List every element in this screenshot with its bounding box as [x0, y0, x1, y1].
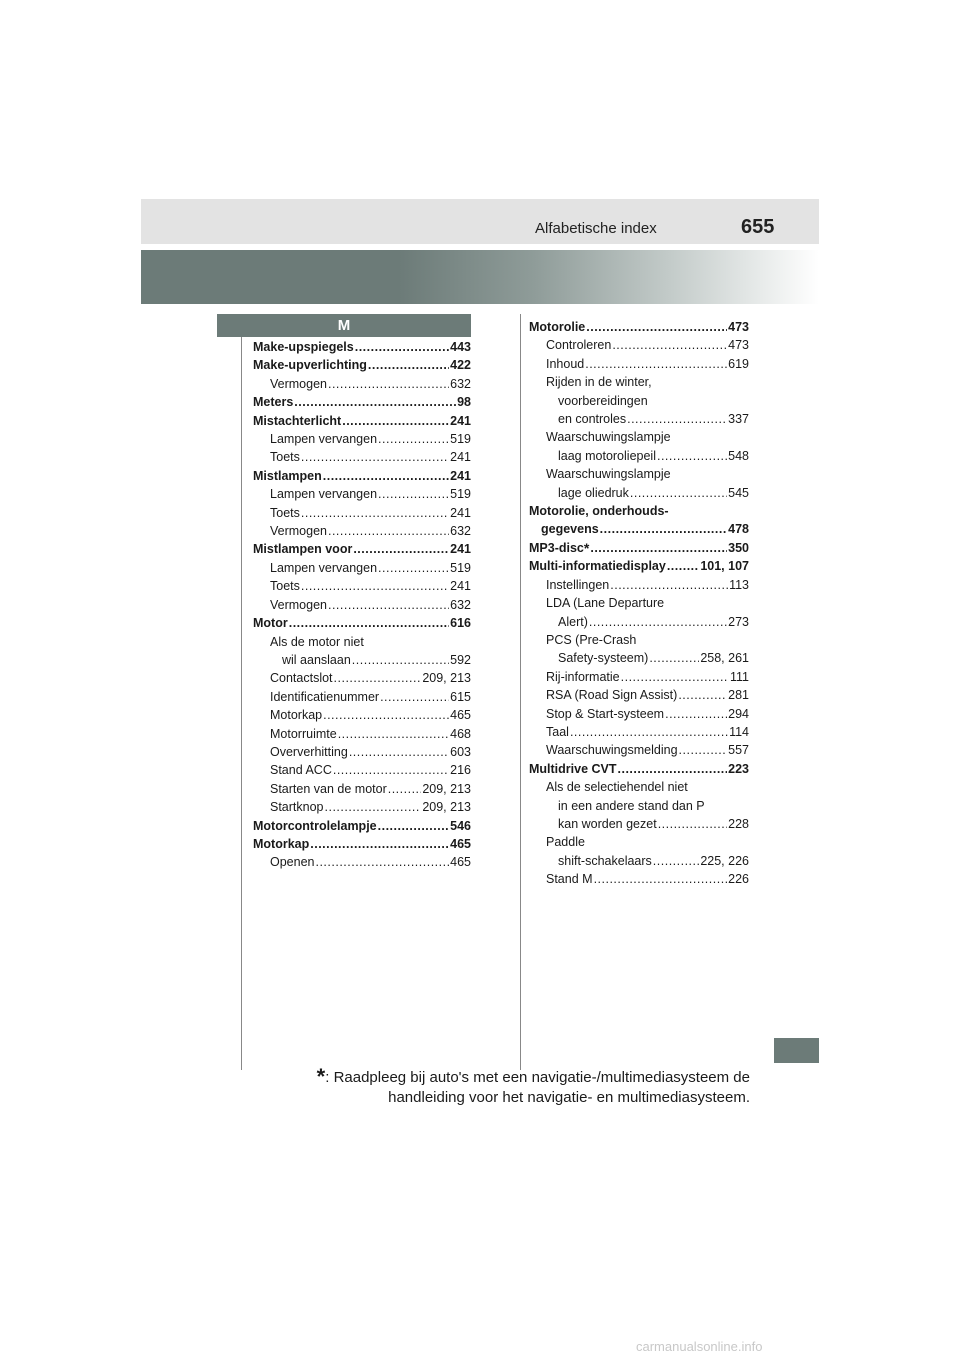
leader-dots [649, 649, 699, 667]
leader-dots [388, 780, 422, 798]
leader-dots [630, 484, 727, 502]
index-entry [529, 520, 749, 538]
index-entry-pages: 209, 213 [422, 781, 471, 796]
index-entry-label: Identificatienummer [270, 689, 380, 704]
index-entry-label: LDA (Lane Departure [546, 596, 665, 611]
index-entry [529, 557, 749, 575]
index-entry [253, 467, 471, 485]
index-entry: MP3-disc * ..... 350 [529, 539, 749, 557]
index-entry-pages: 468 [450, 726, 471, 741]
index-entry-label: Stop & Start-systeem [546, 706, 665, 721]
leader-dots [378, 559, 449, 577]
index-entry [529, 392, 749, 410]
index-entry-pages: 632 [450, 376, 471, 391]
index-entry [529, 576, 749, 594]
index-entry-label: Lampen vervangen [270, 560, 378, 575]
index-entry-pages: 241 [450, 505, 471, 520]
leader-dots [301, 577, 449, 595]
index-entry-label: Motorkap [270, 708, 323, 723]
index-entry-pages: 241 [450, 413, 471, 428]
index-entry-label: Stand M [546, 872, 593, 887]
index-entry [529, 705, 749, 723]
index-entry-label: Toets [270, 450, 300, 465]
index-entry-label: Toets [270, 505, 300, 520]
index-entry [529, 428, 749, 446]
index-entry [253, 504, 471, 522]
index-entry-pages: 114 [729, 724, 749, 739]
leader-dots [657, 447, 727, 465]
leader-dots [294, 393, 456, 411]
index-entry [529, 502, 749, 520]
index-entry-pages: 548 [728, 448, 749, 463]
index-entry [253, 651, 471, 669]
index-entry [529, 373, 749, 391]
footnote [300, 1064, 750, 1108]
index-entry [253, 853, 471, 871]
index-entry [253, 540, 471, 558]
index-entry-label: Controleren [546, 338, 612, 353]
index-entry [529, 355, 749, 373]
index-entry-pages: 632 [450, 524, 471, 539]
leader-dots [328, 375, 449, 393]
index-entry-label: Openen [270, 855, 315, 870]
index-entry-label: Motor [253, 616, 288, 631]
index-entry-pages: 619 [728, 356, 749, 371]
index-entry [253, 706, 471, 724]
index-entry-label: Motorruimte [270, 726, 337, 741]
index-entry [253, 614, 471, 632]
leader-dots [589, 613, 727, 631]
index-entry-label: Starten van de motor [270, 781, 387, 796]
page-number: 655 [741, 216, 775, 238]
index-entry [529, 723, 749, 741]
leader-dots [301, 504, 449, 522]
header-bar [141, 199, 819, 244]
index-entry-pages: 519 [450, 487, 471, 502]
leader-dots [678, 686, 727, 704]
index-entry-label: Vermogen [270, 376, 327, 391]
index-entry [529, 870, 749, 888]
leader-dots [679, 741, 728, 759]
leader-dots [333, 761, 449, 779]
index-entry-label: Lampen vervangen [270, 487, 378, 502]
index-entry [253, 761, 471, 779]
leader-dots [594, 870, 728, 888]
index-entry [529, 741, 749, 759]
leader-dots [378, 430, 449, 448]
index-entry [529, 336, 749, 354]
leader-dots [328, 596, 449, 614]
index-entry [253, 375, 471, 393]
leader-dots [612, 336, 727, 354]
index-entry-pages: 545 [728, 485, 749, 500]
leader-dots [667, 557, 700, 575]
index-entry-label: Motorolie, onderhouds- [529, 504, 669, 519]
leader-dots [590, 539, 727, 557]
index-entry [253, 430, 471, 448]
index-entry [253, 577, 471, 595]
index-entry-label: gegevens [541, 522, 599, 537]
index-entry [253, 338, 471, 356]
leader-dots [310, 835, 449, 853]
index-entry-label: Als de motor niet [270, 634, 364, 649]
index-entry-pages: 101, 107 [700, 559, 749, 574]
index-entry-label: Motorkap [253, 836, 310, 851]
index-entry [529, 484, 749, 502]
leader-dots [658, 815, 727, 833]
leader-dots [618, 760, 728, 778]
leader-dots [586, 318, 727, 336]
index-entry-pages: 615 [450, 689, 471, 704]
index-entry [253, 522, 471, 540]
leader-dots [368, 356, 449, 374]
section-title: Alfabetische index [535, 220, 657, 237]
index-entry-label: kan worden gezet [558, 816, 657, 831]
index-entry [529, 852, 749, 870]
index-entry-label: Rijden in de winter, [546, 375, 652, 390]
index-entry-label: Meters [253, 395, 294, 410]
index-entry-pages: 473 [728, 320, 749, 334]
index-entry [253, 485, 471, 503]
index-entry-pages: 478 [728, 522, 749, 537]
index-entry [529, 797, 749, 815]
index-entry-pages: 209, 213 [422, 800, 471, 815]
leader-dots [301, 448, 449, 466]
index-entry-label: MP3-disc [529, 540, 584, 555]
index-entry-pages: 258, 261 [700, 651, 749, 666]
index-entry-pages: 546 [450, 818, 471, 833]
index-entry-label: Mistlampen [253, 468, 322, 483]
watermark: carmanualsonline.info [636, 1339, 763, 1354]
leader-dots [325, 798, 422, 816]
index-entry-label: Lampen vervangen [270, 432, 378, 447]
index-entry-pages: 519 [450, 432, 471, 447]
index-entry-label: wil aanslaan [282, 652, 351, 667]
index-entry-label: Als de selectiehendel niet [546, 780, 688, 795]
index-entry-label: Mistlampen voor [253, 542, 353, 557]
index-entry-pages: 465 [450, 836, 471, 851]
index-entry [253, 835, 471, 853]
left-column-rule [241, 337, 242, 1070]
decorative-band [141, 250, 819, 304]
index-entry [253, 817, 471, 835]
leader-dots [315, 853, 449, 871]
index-entry [253, 798, 471, 816]
index-entry-pages: 98 [457, 395, 471, 410]
leader-dots [353, 540, 449, 558]
index-entry [529, 318, 749, 336]
index-entry-pages: 225, 226 [700, 853, 749, 868]
leader-dots [355, 338, 449, 356]
index-entry-label: Taal [546, 724, 569, 739]
index-entry-pages: 241 [450, 542, 471, 557]
index-entry [529, 410, 749, 428]
index-entry [529, 833, 749, 851]
index-entry-label: Multi-informatiedisplay [529, 559, 666, 574]
leader-dots [323, 467, 449, 485]
index-entry [253, 356, 471, 374]
index-entry-label: Instellingen [546, 577, 610, 592]
leader-dots [621, 668, 729, 686]
index-entry-pages: 592 [450, 652, 471, 667]
index-entry-pages: 632 [450, 597, 471, 612]
index-entry [529, 778, 749, 796]
index-entry-label: Waarschuwingslampje [546, 467, 671, 482]
index-entry [529, 815, 749, 833]
index-entry-pages: 350 [728, 540, 749, 555]
leader-dots [570, 723, 728, 741]
index-entry-pages: 209, 213 [422, 671, 471, 686]
index-column-left [253, 338, 471, 872]
index-entry [529, 686, 749, 704]
index-entry-pages: 603 [450, 744, 471, 759]
index-letter-header: M [217, 314, 471, 337]
index-entry [253, 743, 471, 761]
footnote-line-2: handleiding voor het navigatie- en multimediasysteem. [388, 1089, 750, 1106]
index-entry-label: Paddle [546, 835, 585, 850]
index-entry-pages: 337 [728, 412, 749, 427]
index-entry [253, 688, 471, 706]
index-column-right [529, 318, 749, 889]
footnote-text-1: : Raadpleeg bij auto's met een navigatie-/multimediasysteem de [325, 1069, 750, 1086]
index-entry-label: Safety-systeem) [558, 651, 649, 666]
leader-dots [338, 725, 449, 743]
index-entry-label: en controles [558, 412, 627, 427]
leader-dots [352, 651, 449, 669]
leader-dots [653, 852, 700, 870]
index-entry [529, 631, 749, 649]
index-entry-pages: 519 [450, 560, 471, 575]
index-entry-label: Vermogen [270, 524, 327, 539]
index-entry-label: Make-upverlichting [253, 358, 367, 373]
index-entry-label: Mistachterlicht [253, 413, 342, 428]
index-entry [253, 448, 471, 466]
index-entry-label: RSA (Road Sign Assist) [546, 688, 678, 703]
index-entry [529, 594, 749, 612]
footnote-line-1 [300, 1064, 750, 1089]
index-entry-label: shift-schakelaars [558, 853, 652, 868]
leader-dots [378, 485, 449, 503]
index-entry-pages: 241 [450, 579, 471, 594]
index-entry-label: Make-upspiegels [253, 340, 354, 354]
index-entry-pages: 281 [728, 688, 749, 703]
index-entry-label: lage oliedruk [558, 485, 629, 500]
index-entry-label: in een andere stand dan P [558, 798, 705, 813]
leader-dots [378, 817, 450, 835]
index-entry-pages: 241 [450, 450, 471, 465]
index-entry-label: Oververhitting [270, 744, 348, 759]
leader-dots [585, 355, 727, 373]
leader-dots [334, 669, 422, 687]
index-entry-pages: 111 [729, 669, 749, 684]
index-entry-pages: 228 [728, 816, 749, 831]
leader-dots [289, 614, 449, 632]
index-entry [253, 596, 471, 614]
leader-dots [342, 412, 449, 430]
index-entry-label: Inhoud [546, 356, 585, 371]
index-entry-label: Vermogen [270, 597, 327, 612]
index-entry [529, 465, 749, 483]
footnote-star: * [316, 1064, 326, 1089]
index-entry-label: Stand ACC [270, 763, 332, 778]
index-entry-pages: 226 [728, 872, 749, 887]
index-entry-pages: 465 [450, 708, 471, 723]
index-entry [529, 760, 749, 778]
index-entry-pages: 465 [450, 855, 471, 870]
index-entry-label: Multidrive CVT [529, 761, 617, 776]
index-entry-label: laag motoroliepeil [558, 448, 656, 463]
index-entry-pages: 223 [728, 761, 749, 776]
index-entry [253, 412, 471, 430]
index-entry-pages: 113 [729, 577, 749, 592]
index-entry-label: Contactslot [270, 671, 333, 686]
leader-dots [665, 705, 727, 723]
leader-dots [610, 576, 728, 594]
index-entry-label: Alert) [558, 614, 588, 629]
index-entry-pages: 422 [450, 358, 471, 373]
index-entry [253, 780, 471, 798]
index-entry-pages: 273 [728, 614, 749, 629]
index-entry-label: Rij-informatie [546, 669, 620, 684]
index-entry-label: PCS (Pre-Crash [546, 632, 637, 647]
index-entry-label: Waarschuwingslampje [546, 430, 671, 445]
index-entry [529, 447, 749, 465]
leader-dots [328, 522, 449, 540]
index-entry [253, 559, 471, 577]
index-entry [529, 613, 749, 631]
index-entry [529, 668, 749, 686]
index-entry-pages: 557 [728, 743, 749, 758]
index-entry-label: Motorolie [529, 320, 586, 334]
leader-dots [627, 410, 727, 428]
middle-column-rule [520, 314, 521, 1070]
leader-dots [349, 743, 449, 761]
leader-dots [380, 688, 449, 706]
index-entry-pages: 616 [450, 616, 471, 631]
index-entry-pages: 473 [728, 338, 749, 353]
index-entry [253, 669, 471, 687]
index-entry-label: voorbereidingen [558, 393, 648, 408]
index-entry [253, 633, 471, 651]
index-entry-pages: 241 [450, 468, 471, 483]
index-entry-pages: 443 [450, 340, 471, 354]
index-entry-label: Toets [270, 579, 300, 594]
index-entry-pages: 216 [450, 763, 471, 778]
index-entry [529, 649, 749, 667]
index-entry-label: Waarschuwingsmelding [546, 743, 678, 758]
index-entry-label: Startknop [270, 800, 324, 815]
index-entry-label: Motorcontrolelampje [253, 818, 377, 833]
leader-dots [600, 520, 727, 538]
index-entry [253, 725, 471, 743]
index-entry-pages: 294 [728, 706, 749, 721]
index-entry [253, 393, 471, 411]
chapter-tab [774, 1038, 819, 1063]
leader-dots [323, 706, 449, 724]
